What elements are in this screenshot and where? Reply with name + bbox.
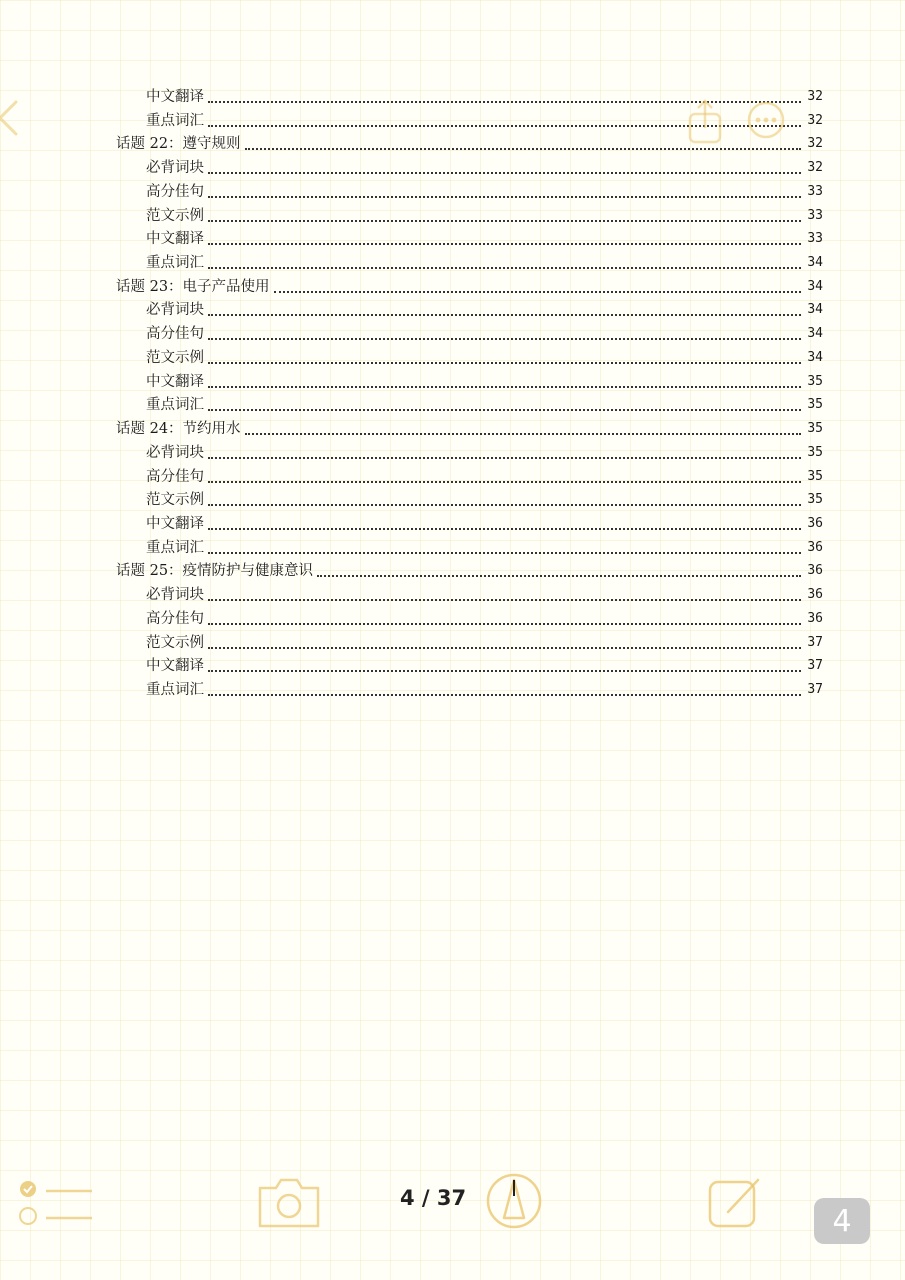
toc-page-number: 32 [807,136,823,152]
toc-entry-row[interactable] [146,371,823,393]
toc-entry-title: 重点词汇 [146,539,204,556]
toc-entry-row[interactable] [146,157,823,179]
toc-entry-row[interactable] [146,679,823,701]
toc-leader-dots [208,481,801,483]
toc-leader-dots [208,670,801,672]
toc-leader-dots [208,386,801,388]
toc-entry-row[interactable] [146,632,823,654]
toc-entry-row[interactable] [146,299,823,321]
toc-page-number: 33 [807,207,823,223]
toc-leader-dots [208,362,801,364]
toc-page-number: 36 [807,539,823,555]
toc-entry-title: 重点词汇 [146,112,204,129]
toc-leader-dots [274,291,802,293]
toc-entry-row[interactable] [146,489,823,511]
toc-page-number: 32 [807,89,823,104]
toc-entry-row[interactable] [146,181,823,203]
toc-page-number: 33 [807,183,823,199]
toc-entry-row[interactable] [146,537,823,559]
toc-entry-title: 必背词块 [146,302,204,319]
toc-leader-dots [208,457,801,459]
toc-leader-dots [245,148,802,150]
toc-page-number: 35 [807,444,823,460]
toc-entry-row[interactable] [146,228,823,250]
toc-entry-row[interactable] [146,394,823,416]
toc-entry-row[interactable] [146,323,823,345]
toc-entry-title: 高分佳句 [146,610,204,627]
toc-leader-dots [245,433,802,435]
share-icon[interactable] [686,98,724,146]
toc-page-number: 36 [807,515,823,531]
toc-leader-dots [208,196,801,198]
toc-page-number: 33 [807,231,823,247]
toc-entry-title: 话题 23：电子产品使用 [116,278,270,295]
toc-entry-title: 高分佳句 [146,183,204,200]
toc-leader-dots [208,599,801,601]
toc-page-number: 36 [807,563,823,579]
toc-entry-row[interactable] [146,655,823,677]
toc-page-number: 37 [807,682,823,697]
toc-leader-dots [208,694,801,696]
toc-topic-row[interactable] [116,418,823,440]
toc-entry-title: 话题 22：遵守规则 [116,136,241,153]
toc-entry-title: 范文示例 [146,634,204,651]
toc-entry-row[interactable] [146,608,823,630]
toc-entry-row[interactable] [146,347,823,369]
toc-page-number: 35 [807,468,823,484]
toc-entry-row[interactable] [146,584,823,606]
toc-entry-title: 必背词块 [146,160,204,177]
page-badge[interactable]: 4 [814,1198,870,1244]
toc-leader-dots [208,267,801,269]
toc-page-number: 34 [807,255,823,271]
toc-leader-dots [208,409,801,411]
toc-entry-title: 重点词汇 [146,682,204,698]
toc-entry-row[interactable] [146,252,823,274]
toc-page-number: 35 [807,492,823,508]
toc-page-number: 34 [807,349,823,365]
toc-entry-row[interactable] [146,442,823,464]
toc-page-number: 34 [807,326,823,342]
toc-entry-title: 中文翻译 [146,515,204,532]
checklist-icon[interactable] [16,1176,96,1226]
toc-page-number: 35 [807,373,823,389]
more-icon[interactable] [746,100,786,140]
toc-topic-row[interactable] [116,276,823,298]
toc-entry-row[interactable] [146,513,823,535]
edit-icon[interactable] [706,1176,762,1230]
toc-entry-title: 高分佳句 [146,468,204,485]
toc-topic-row[interactable] [116,560,823,582]
toc-page-number: 37 [807,634,823,650]
toc-leader-dots [208,623,801,625]
toc-entry-title: 重点词汇 [146,255,204,272]
toc-page-number: 36 [807,610,823,626]
toc-entry-row[interactable] [146,205,823,227]
toc-leader-dots [208,647,801,649]
toc-entry-row[interactable] [146,466,823,488]
toc-page-number: 35 [807,397,823,413]
toc-entry-title: 范文示例 [146,492,204,509]
toc-leader-dots [208,504,801,506]
toc-entry-title: 必背词块 [146,587,204,604]
toc-leader-dots [208,220,801,222]
toc-page-number: 32 [807,112,823,128]
toc-leader-dots [208,314,801,316]
toc-page-number: 32 [807,160,823,176]
toc-entry-title: 中文翻译 [146,658,204,675]
toc-entry-title: 必背词块 [146,444,204,461]
toc-entry-title: 中文翻译 [146,231,204,248]
toc-entry-title: 范文示例 [146,349,204,366]
back-icon[interactable] [0,98,22,138]
toc-entry-title: 话题 25：疫情防护与健康意识 [116,563,314,580]
toc-entry-title: 范文示例 [146,207,204,224]
toc-page-number: 36 [807,587,823,603]
toc-entry-title: 话题 24：节约用水 [116,421,241,438]
toc-leader-dots [317,575,801,577]
toc-entry-title: 高分佳句 [146,326,204,343]
toc-entry-title: 中文翻译 [146,373,204,390]
toc-leader-dots [208,338,801,340]
toc-entry-title: 中文翻译 [146,89,204,105]
toc-leader-dots [208,552,801,554]
toc-leader-dots [208,528,801,530]
toc-page-number: 37 [807,658,823,674]
toc-leader-dots [208,243,801,245]
toc-page-number: 34 [807,278,823,294]
camera-icon[interactable] [254,1172,324,1232]
toc-leader-dots [208,172,801,174]
page-indicator: 4 / 37 [400,1186,467,1210]
toc-entry-title: 重点词汇 [146,397,204,414]
toc-page-number: 35 [807,421,823,437]
toc-page-number: 34 [807,302,823,318]
